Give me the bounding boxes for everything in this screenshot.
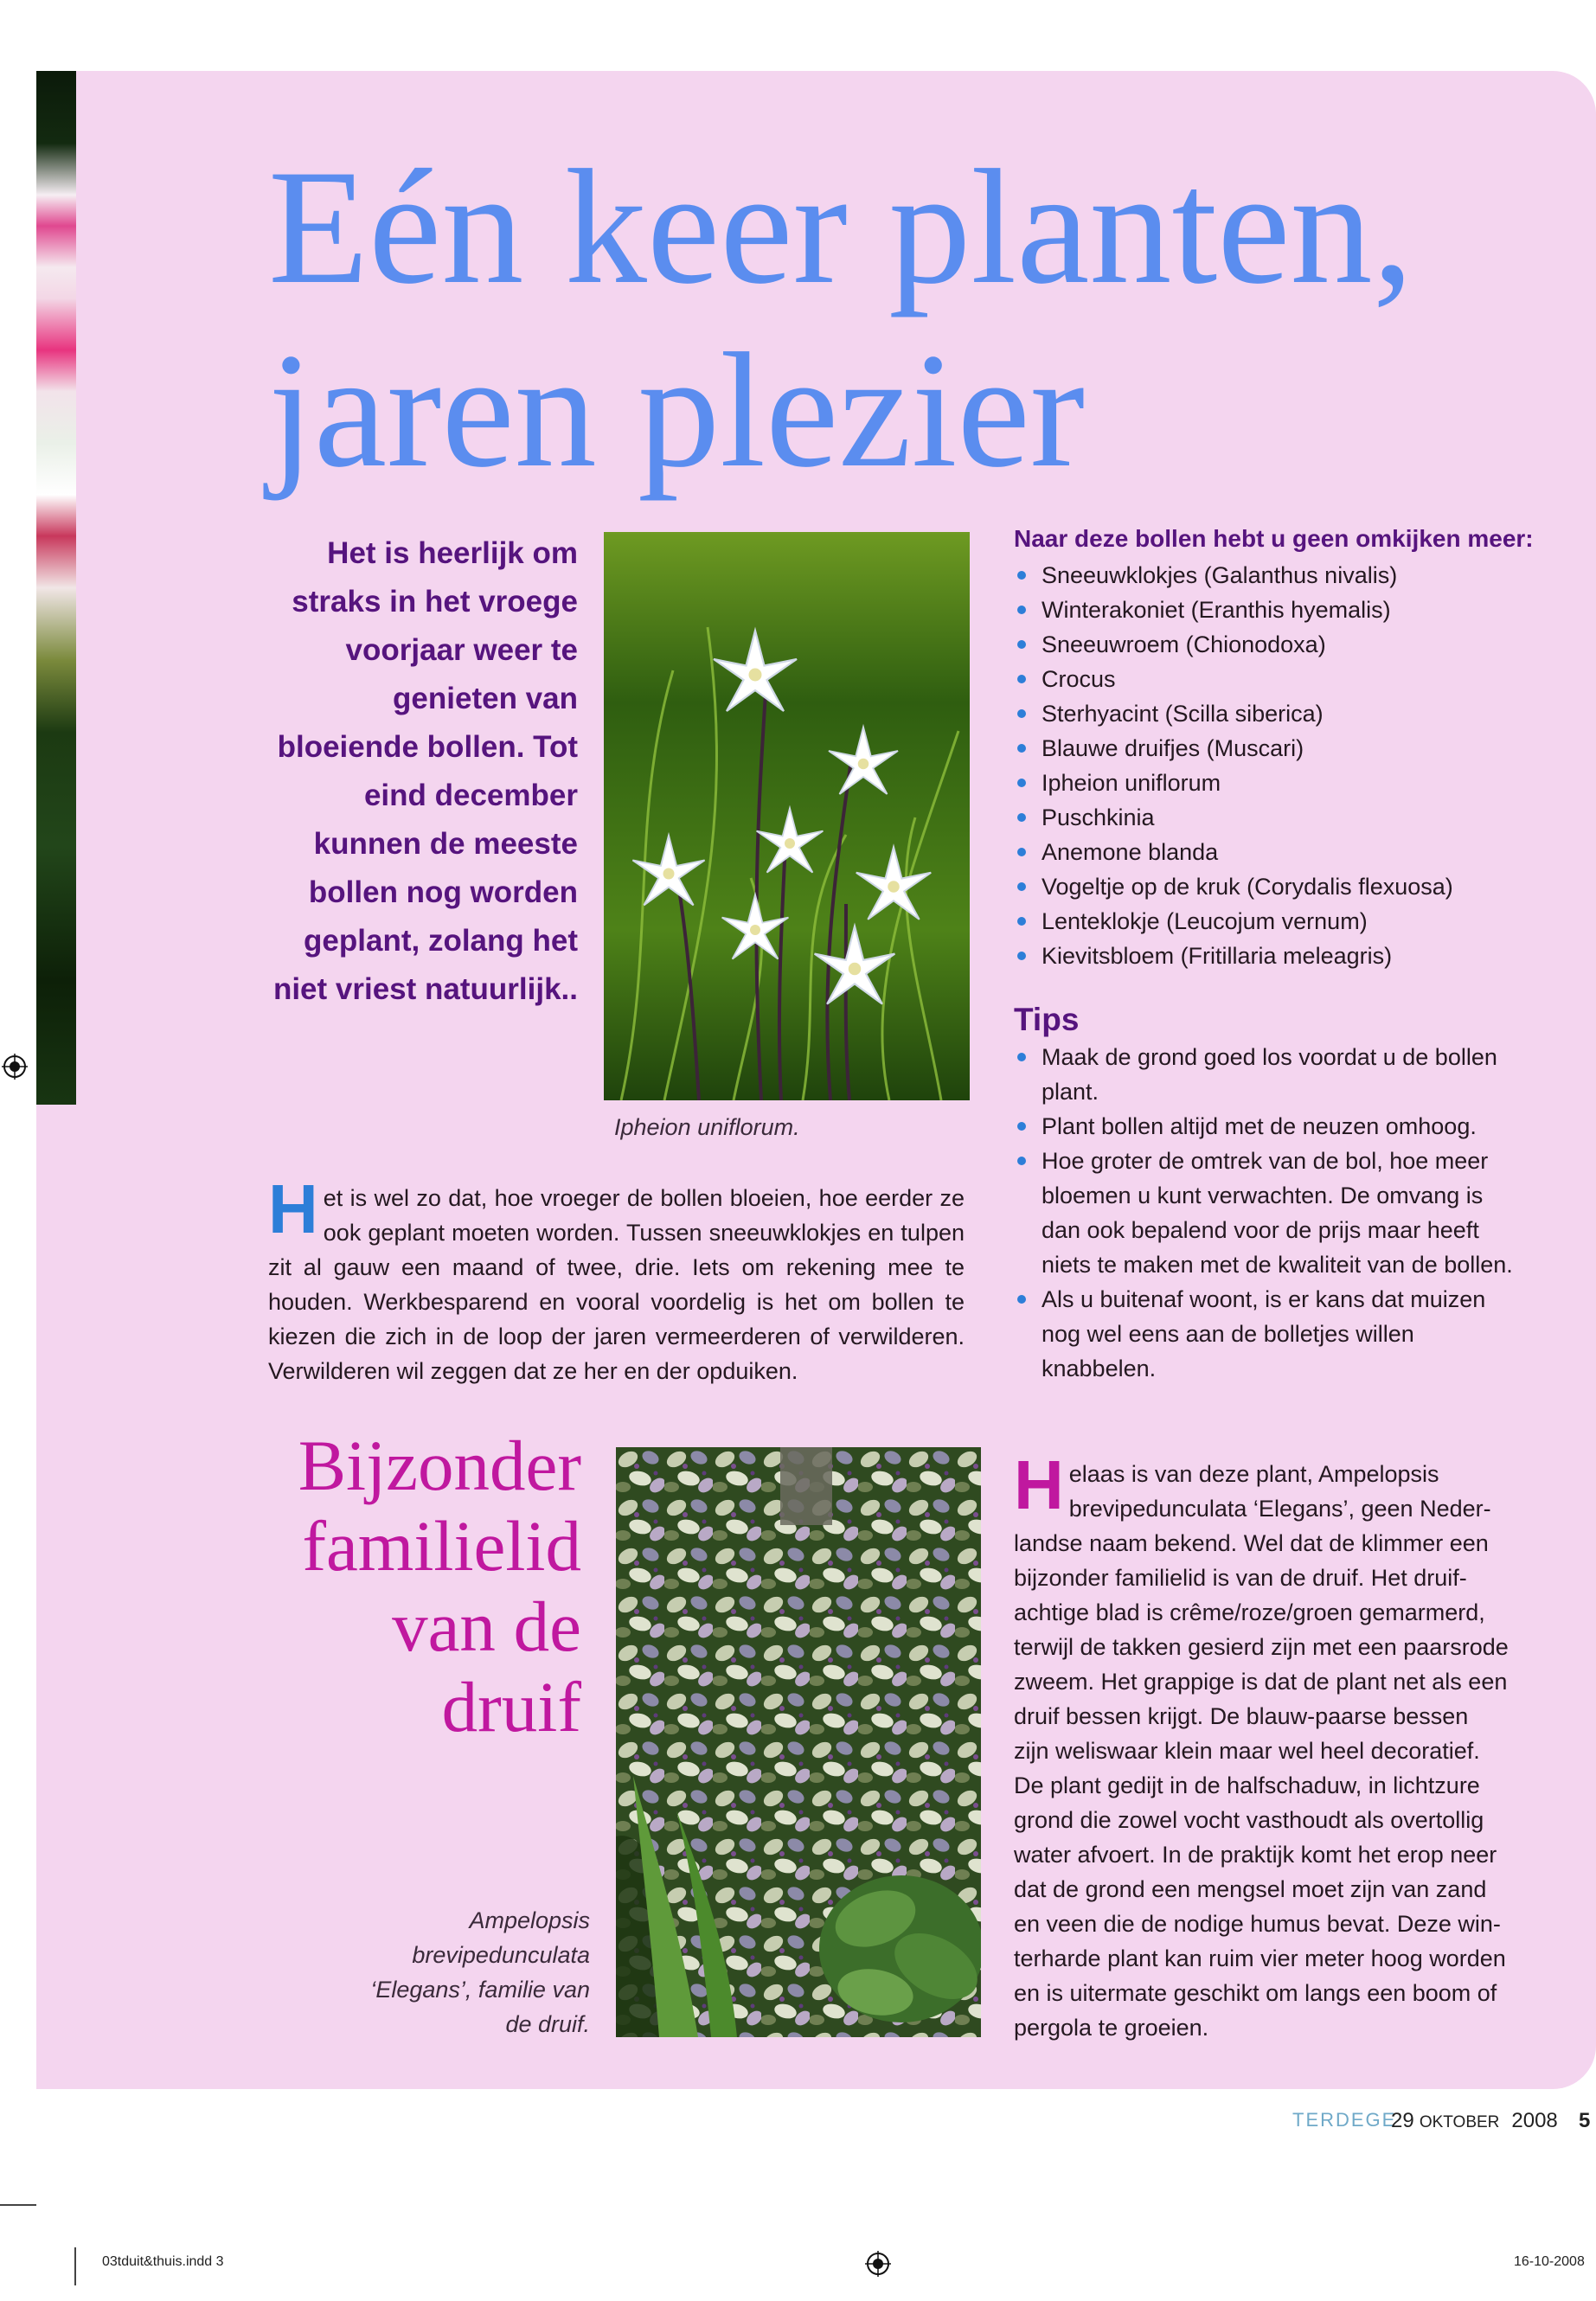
list-item: Anemone blanda: [1014, 835, 1567, 869]
slug-filename: 03tduit&thuis.indd 3: [102, 2254, 224, 2269]
list-item: Sterhyacint (Scilla siberica): [1014, 696, 1567, 731]
body-text-2: [1014, 1446, 1509, 2045]
tip-item: Plant bollen altijd met de neuzen omhoog.: [1014, 1109, 1517, 1144]
list-item: Sneeuwroem (Chionodoxa): [1014, 627, 1567, 662]
issue-day: 29: [1391, 2109, 1414, 2132]
registration-mark-icon: [2, 1054, 28, 1080]
list-item: Vogeltje op de kruk (Corydalis flexuosa): [1014, 869, 1567, 904]
tip-item: Als u buitenaf woont, is er kans dat muizen nog wel eens aan de bolletjes willen knabbelen.: [1014, 1282, 1517, 1386]
headline-line-2: jaren plezier: [268, 320, 1086, 502]
flower-photo-strip: [36, 71, 76, 1105]
issue-date: [1391, 2109, 1558, 2133]
tips-list: [1014, 1040, 1517, 1386]
slug-date: 16-10-2008: [1514, 2254, 1585, 2269]
ampelopsis-photo: [616, 1447, 981, 2037]
tip-item: Maak de grond goed los voordat u de bollen plant.: [1014, 1040, 1517, 1109]
crop-mark: [0, 2204, 36, 2206]
list-item: Kievitsbloem (Fritillaria meleagris): [1014, 939, 1567, 973]
list-item: Blauwe druifjes (Muscari): [1014, 731, 1567, 766]
headline-line-1: Eén keer planten,: [268, 137, 1414, 318]
magazine-name: TERDEGE: [1292, 2109, 1397, 2131]
ipheion-photo: [604, 532, 970, 1100]
body-text-1: [268, 1170, 965, 1388]
issue-year: 2008: [1511, 2109, 1558, 2132]
body-text-1-content: et is wel zo dat, hoe vroeger de bollen bloeien, hoe eerder ze ook geplant moeten worden. Tussen sneeuwklokjes en tulpen zit al gauw een maand of twee, drie. Iets om rekening mee te houden. Werkbesparend en vooral voordelig is het om bollen te kiezen die zich in de loop der jaren vermeerderen of verwilderen. Verwilderen wil zeggen dat ze her en der opduiken.: [268, 1185, 965, 1384]
list-item: Crocus: [1014, 662, 1567, 696]
list-item: Lenteklokje (Leucojum vernum): [1014, 904, 1567, 939]
list-item: Winterakoniet (Eranthis hyemalis): [1014, 593, 1567, 627]
drop-cap: H: [1014, 1446, 1064, 1523]
body-text-2-content: elaas is van deze plant, Ampelopsis brevipedunculata ‘Elegans’, geen Nederlandse naam bekend. Wel dat de klimmer een bijzonder familielid is van de druif. Het druifachtige blad is crême/roze/groen gemarmerd, terwijl de takken gesierd zijn met een paarsrode zweem. Het grappige is dat de plant net als een druif bessen krijgt. De blauw-paarse bessen zijn weliswaar klein maar wel heel decoratief. De plant gedijt in de halfschaduw, in lichtzure grond die zowel vocht vasthoudt als overtollig water afvoert. In de praktijk komt het erop neer dat de grond een mengsel moet zijn van zand en veen die de nodige humus bevat. Deze winterharde plant kan ruim vier meter hoog worden en is uitermate geschikt om langs een boom of pergola te groeien.: [1014, 1461, 1509, 2041]
tip-item: Hoe groter de omtrek van de bol, hoe meer bloemen u kunt verwachten. De omvang is dan ook bepalend voor de prijs maar heeft niets te maken met de kwaliteit van de bollen.: [1014, 1144, 1517, 1282]
crop-mark: [74, 2247, 76, 2285]
list-item: Ipheion uniflorum: [1014, 766, 1567, 800]
drop-cap: H: [268, 1170, 318, 1247]
bulbs-list: [1014, 558, 1567, 973]
ipheion-photo-caption: Ipheion uniflorum.: [614, 1114, 800, 1140]
subheadline: Bijzonder familielid van de druif: [298, 1426, 581, 1747]
list-item: Sneeuwklokjes (Galanthus nivalis): [1014, 558, 1567, 593]
list-item: Puschkinia: [1014, 800, 1567, 835]
ampelopsis-photo-caption: Ampelopsis brevipedunculata ‘Elegans’, familie van de druif.: [370, 1907, 590, 2037]
issue-month: OKTOBER: [1419, 2113, 1500, 2131]
intro-text: Het is heerlijk om straks in het vroege voorjaar weer te genieten van bloeiende bollen. Tot eind december kunnen de meeste bollen nog worden geplant, zolang het niet vriest natuurlijk..: [272, 536, 578, 1006]
bulbs-list-heading: Naar deze bollen hebt u geen omkijken meer:: [1014, 525, 1534, 552]
page-number: 5: [1579, 2109, 1591, 2132]
registration-mark-icon: [865, 2251, 891, 2277]
tips-heading: Tips: [1014, 1002, 1080, 1037]
